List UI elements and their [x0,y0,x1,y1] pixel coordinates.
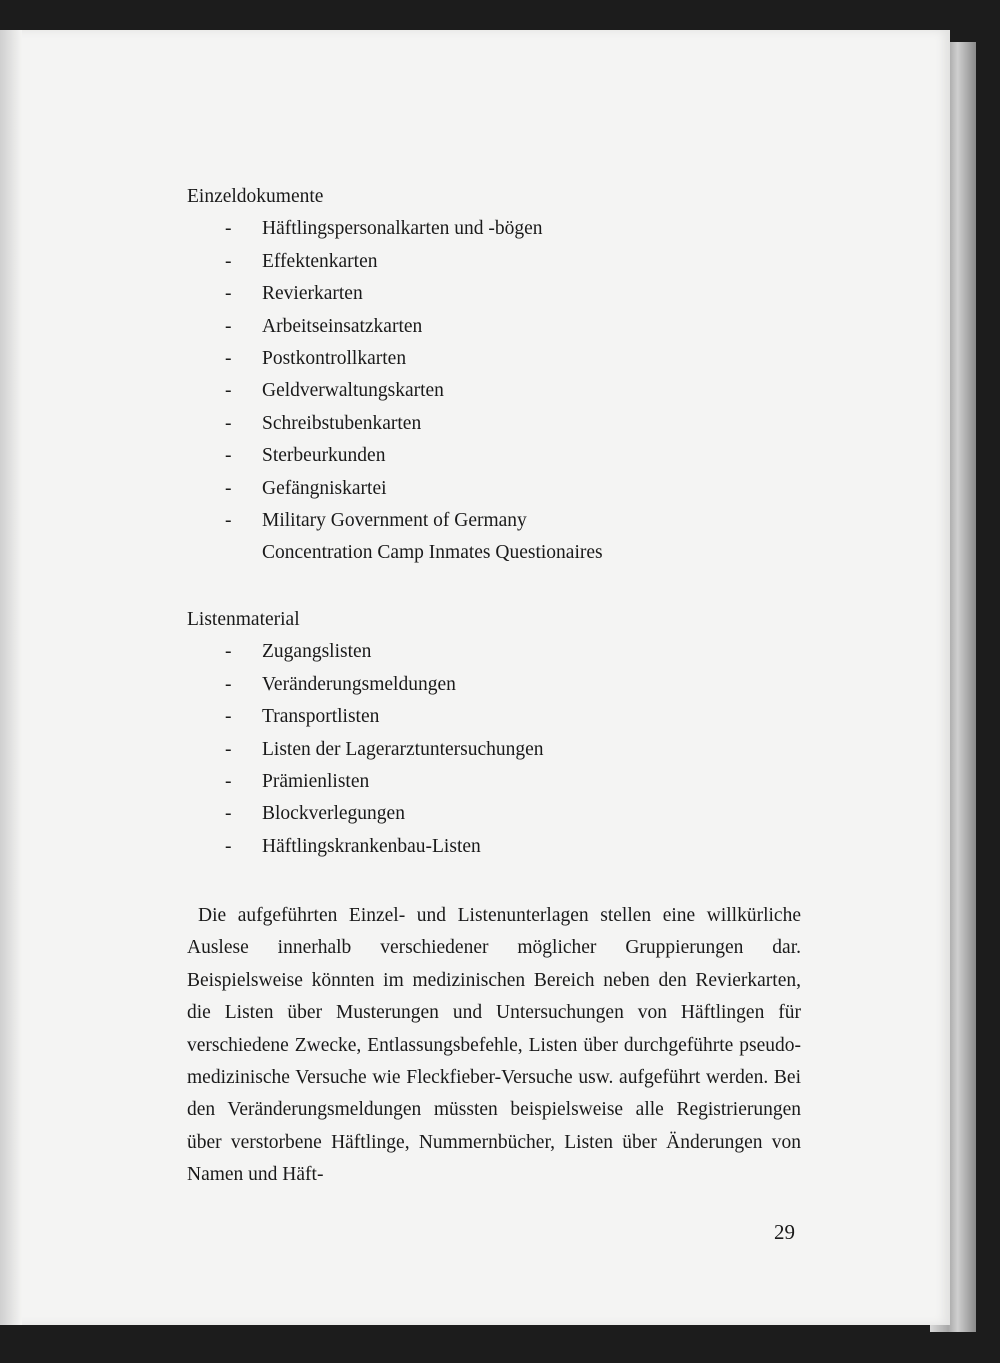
list-item-text: Zugangslisten [262,641,372,663]
list-item-text: Concentration Camp Inmates Questionaires [262,542,603,564]
list-item [225,509,527,533]
list-dash: - [225,738,232,760]
list-dash: - [225,510,232,531]
list-item [225,217,543,241]
body-paragraph [187,900,801,1192]
paragraph-text: Die aufgeführten Einzel- und Listenunterlagen stellen eine willkürliche Auslese innerhalb verschiedener möglicher Gruppierungen dar. Beispielsweise könnten im medizinischen Bereich neben den Revierkarten, die Listen über Musterungen und Untersuchungen von Häftlingen für verschiedene Zwecke, Entlassungsbefehle, Listen über durchgeführte pseudo-medizinische Versuche wie Fleckfieber-Versuche usw. aufgeführt werden. Bei den Veränderungsmeldungen müssten beispielsweise alle Registrierungen über verstorbene Häftlinge, Nummernbücher, Listen über Änderungen von Namen und Häft- [187,905,801,1186]
list-item [225,835,481,859]
list-dash: - [225,380,232,402]
list-item-text: Arbeitseinsatzkarten [262,315,423,337]
list-dash: - [225,673,232,695]
list-item [225,282,363,306]
list-item-text: Revierkarten [262,283,363,305]
list-item-text: Geldverwaltungskarten [262,380,444,402]
list-dash: - [225,315,232,337]
page-number: 29 [774,1220,795,1244]
list-item-text: Postkontrollkarten [262,348,407,369]
page-gutter [0,30,22,1325]
list-item-text: Gefängniskartei [262,477,387,499]
list-item [225,379,444,403]
list-dash: - [225,477,232,499]
list-item-text: Sterbeurkunden [262,445,386,467]
list-dash: - [225,706,232,728]
section-heading: Einzeldokumente [187,186,324,207]
list-dash: - [225,412,232,434]
list-item [225,640,371,664]
list-item [225,673,456,697]
list-item-text: Schreibstubenkarten [262,412,422,434]
list-dash: - [225,348,232,369]
list-item-text: Veränderungsmeldungen [262,673,456,695]
section-heading: Listenmaterial [187,609,300,630]
list-item-text: Effektenkarten [262,250,378,272]
list-item [225,705,379,729]
list-dash: - [225,771,232,792]
list-dash: - [225,283,232,305]
list-dash: - [225,835,232,857]
list-item [225,444,385,468]
list-item-text: Häftlingskrankenbau-Listen [262,835,481,857]
list-item [225,315,422,339]
list-item-text: Transportlisten [262,706,380,728]
list-item [225,347,406,371]
list-item-text: Häftlingspersonalkarten und -bögen [262,218,543,240]
list-item-text: Listen der Lagerarztuntersuchungen [262,738,544,760]
list-dash: - [225,445,232,467]
list-item [225,770,369,794]
list-dash: - [225,218,232,240]
list-dash: - [225,641,232,663]
list-item [225,802,405,826]
list-item [225,541,603,565]
list-dash: - [225,803,232,825]
list-item-text: Military Government of Germany [262,510,527,531]
list-item [225,738,544,762]
list-item-text: Blockverlegungen [262,803,405,825]
list-item-text: Prämienlisten [262,771,370,792]
list-dash: - [225,250,232,272]
list-item [225,250,378,274]
list-item [225,412,421,436]
list-item [225,477,387,501]
